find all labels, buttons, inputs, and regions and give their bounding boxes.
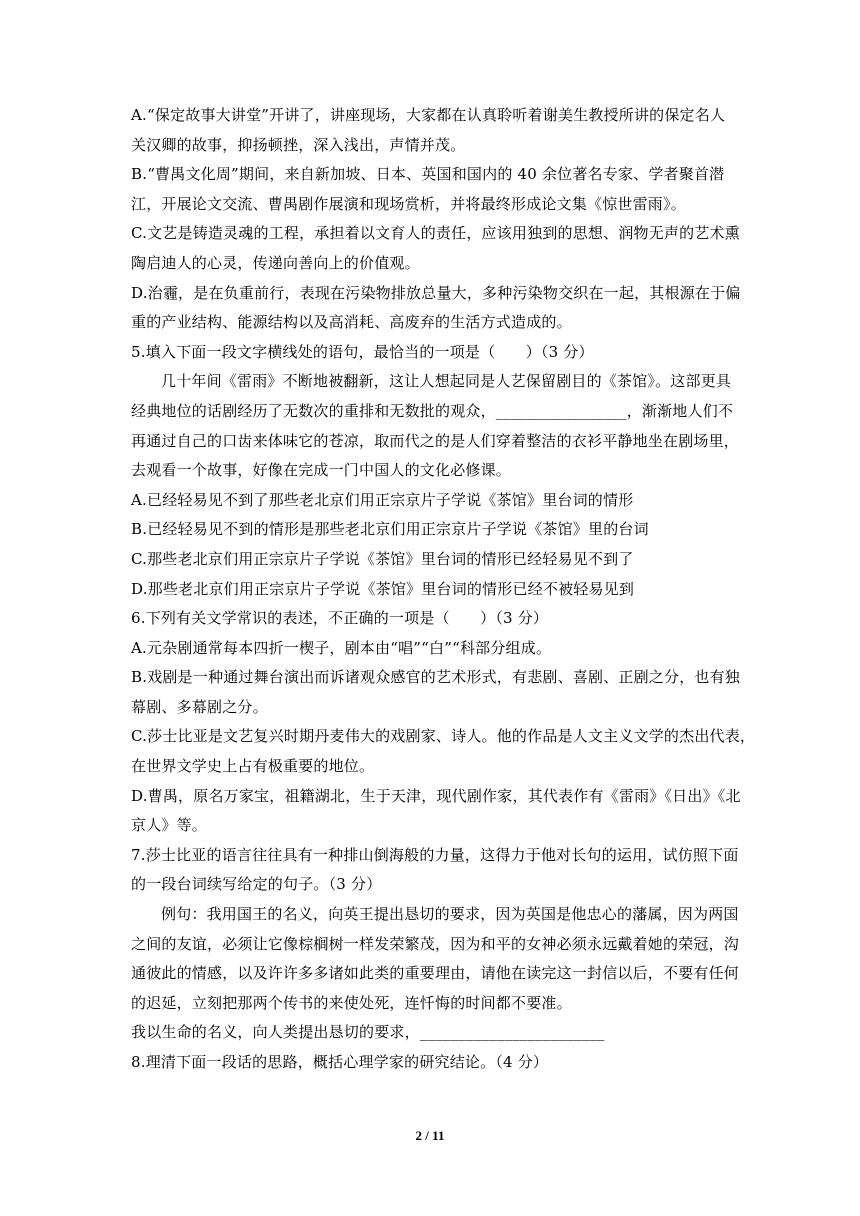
text-line: C.文艺是铸造灵魂的工程，承担着以文育人的责任，应该用独到的思想、润物无声的艺术熏 [131,224,740,243]
text-line: 的迟延，立刻把那两个传书的来使处死，连忏悔的时间都不要准。 [131,993,572,1012]
text-line: A.元杂剧通常每本四折一楔子，剧本由“唱”“白”“科部分组成。 [131,638,552,657]
text-line: 江，开展论文交流、曹禺剧作展演和现场赏析，并将最终形成论文集《惊世雷雨》。 [131,194,686,213]
text-line: 通彼此的情感，以及许许多多诸如此类的重要理由，请他在读完这一封信以后，不要有任何 [131,964,740,983]
text-line: C.那些老北京们用正宗京片子学说《茶馆》里台词的情形已经轻易见不到了 [131,549,634,568]
text-line: 京人》等。 [131,816,208,835]
text-line: 重的产业结构、能源结构以及高消耗、高废弃的生活方式造成的。 [131,313,572,332]
text-line: 关汉卿的故事，抑扬顿挫，深入浅出，声情并茂。 [131,135,466,154]
text-line: 我以生命的名义，向人类提出恳切的要求，________________________ [131,1023,605,1042]
text-line: 幕剧、多幕剧之分。 [131,697,268,716]
text-line: 去观看一个故事，好像在完成一门中国人的文化必修课。 [131,461,512,480]
text-line: D.曹禺，原名万家宝，祖籍湖北，生于天津，现代剧作家，其代表作有《雷雨》《日出》《北 [131,786,741,805]
text-line: 5.填入下面一段文字横线处的语句，最恰当的一项是（ ）（3 分） [131,342,594,361]
text-line: 的一段台词续写给定的句子。（3 分） [131,875,382,894]
text-line: B.戏剧是一种通过舞台演出而诉诸观众感官的艺术形式，有悲剧、喜剧、正剧之分，也有独 [131,668,740,687]
text-line: A.已经轻易见不到了那些老北京们用正宗京片子学说《茶馆》里台词的情形 [131,490,634,509]
text-line: 之间的友谊，必须让它像棕榈树一样发荣繁茂，因为和平的女神必须永远戴着她的荣冠，沟 [131,934,740,953]
page-number: 2 / 11 [415,1128,445,1143]
text-line: B.“曹禺文化周”期间，来自新加坡、日本、英国和国内的 40 余位著名专家、学者聚首潜 [131,165,725,184]
text-line: 陶启迪人的心灵，传递向善向上的价值观。 [131,253,420,272]
text-line: 几十年间《雷雨》不断地被翻新，这让人想起同是人艺保留剧目的《茶馆》。这部更具 [161,372,732,391]
text-line: 例句：我用国王的名义，向英王提出恳切的要求，因为英国是他忠心的藩属，因为两国 [161,905,739,924]
text-line: 再通过自己的口齿来体味它的苍凉，取而代之的是人们穿着整洁的衣衫平静地坐在剧场里， [131,431,740,450]
text-line: C.莎士比亚是文艺复兴时期丹麦伟大的戏剧家、诗人。他的作品是人文主义文学的杰出代表， [131,727,756,746]
text-line: D.治霾，是在负重前行，表现在污染物排放总量大，多种污染物交织在一起，其根源在于偏 [131,283,741,302]
document-body [131,101,756,1078]
text-line: 经典地位的话剧经历了无数次的重排和无数批的观众，_________________，渐渐地人们不 [131,401,734,420]
text-line: 8.理清下面一段话的思路，概括心理学家的研究结论。（4 分） [131,1053,549,1071]
text-line: 在世界文学史上占有极重要的地位。 [131,757,375,776]
text-line: 6.下列有关文学常识的表述，不正确的一项是（ ）（3 分） [131,609,549,628]
text-line: D.那些老北京们用正宗京片子学说《茶馆》里台词的情形已经不被轻易见到 [131,579,635,598]
text-line: A.“保定故事大讲堂”开讲了，讲座现场，大家都在认真聆听着谢美生教授所讲的保定名人 [131,106,726,124]
text-line: B.已经轻易见不到的情形是那些老北京们用正宗京片子学说《茶馆》里的台词 [131,520,649,539]
text-line: 7.莎士比亚的语言往往具有一种排山倒海般的力量，这得力于他对长句的运用，试仿照下面 [131,845,739,864]
